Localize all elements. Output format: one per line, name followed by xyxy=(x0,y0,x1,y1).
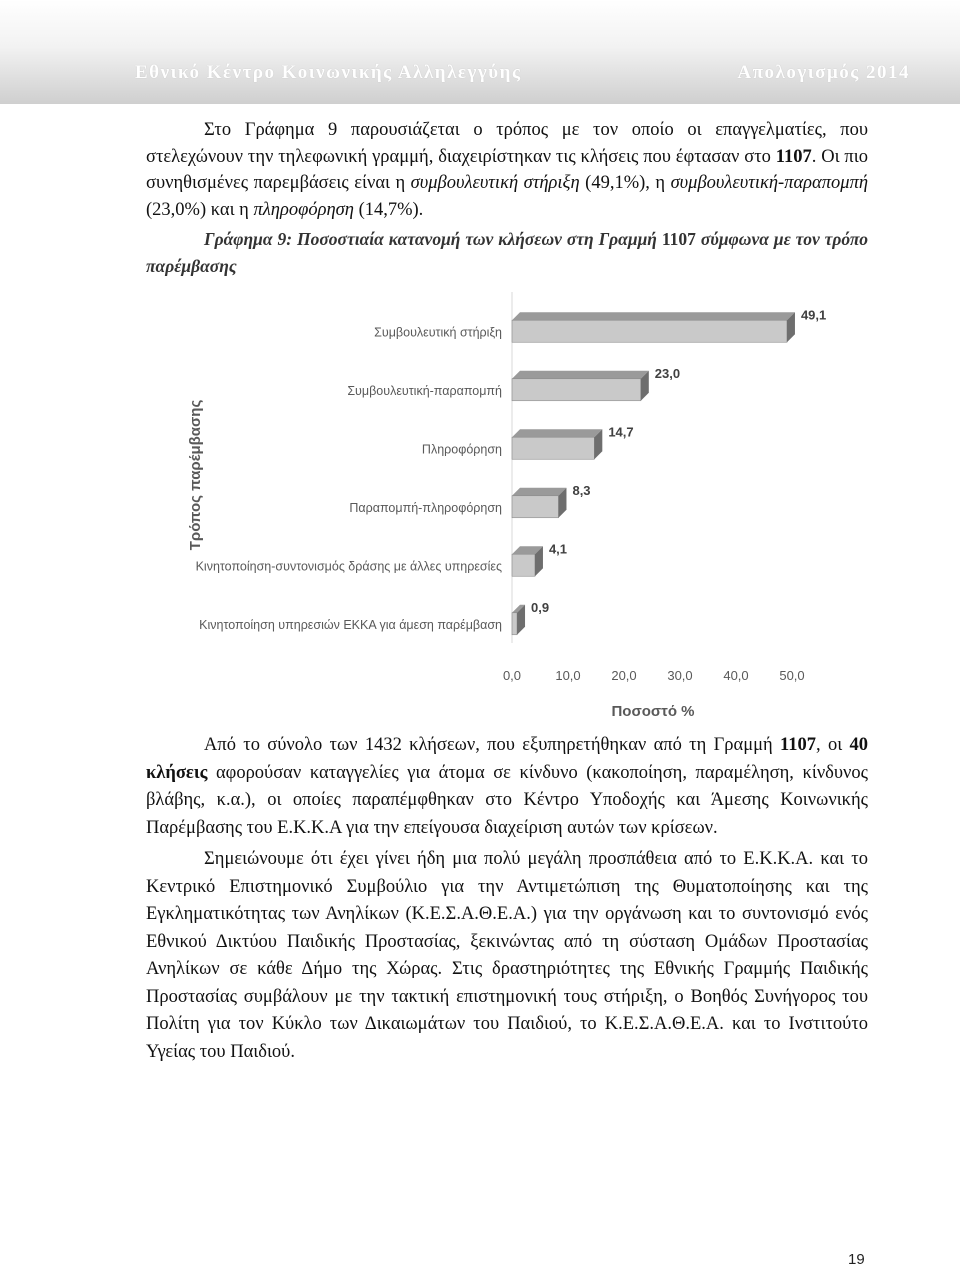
data-label: 14,7 xyxy=(608,424,634,440)
x-axis-label: Ποσοστό % xyxy=(611,703,695,720)
intro-term-1: συμβουλευτική στήριξη xyxy=(410,173,580,193)
category-label: Κινητοποίηση-συντονισμός δράσης με άλλες υπηρεσίες xyxy=(195,559,502,574)
caption-line-number: 1107 xyxy=(661,229,696,249)
x-tick-label: 30,0 xyxy=(667,668,693,683)
intro-term-2: συμβουλευτική-παραπομπή xyxy=(670,173,869,193)
calls-count: 40 κλήσεις xyxy=(146,735,868,783)
bar xyxy=(512,613,517,635)
category-label: Συμβουλευτική στήριξη xyxy=(374,325,502,340)
calls-paragraph xyxy=(146,732,868,842)
bar xyxy=(512,554,535,576)
report-title: Απολογισμός 2014 xyxy=(737,62,910,83)
bar xyxy=(512,496,558,518)
y-axis-label: Τρόπος παρέμβασης xyxy=(187,399,204,551)
intro-paragraph xyxy=(146,117,868,223)
calls-text-1: Από το σύνολο των 1432 κλήσεων, που εξυπηρετήθηκαν από τη Γραμμή xyxy=(204,735,781,755)
bar xyxy=(512,437,594,459)
intro-text-1: Στο Γράφημα 9 παρουσιάζεται ο τρόπος με τον οποίο οι επαγγελματίες, που στελεχώνουν την τηλεφωνική γραμμή, διαχειρίστηκαν τις κλήσεις που έφτασαν στο xyxy=(146,120,868,167)
calls-text-2: , οι xyxy=(816,735,850,755)
intro-text-5: (14,7%). xyxy=(353,199,424,220)
bar-top-face xyxy=(512,429,602,437)
page-header xyxy=(0,0,960,104)
data-label: 8,3 xyxy=(572,482,591,498)
caption-text-1: Γράφημα 9: Ποσοστιαία κατανομή των κλήσεων στη Γραμμή xyxy=(204,229,662,249)
x-tick-label: 40,0 xyxy=(723,668,749,683)
x-tick-label: 20,0 xyxy=(611,668,637,683)
intro-line-number: 1107 xyxy=(775,146,812,167)
organization-name: Εθνικό Κέντρο Κοινωνικής Αλληλεγγύης xyxy=(135,62,522,83)
caption-text-2: σύμφωνα με τον τρόπο παρέμβασης xyxy=(146,229,868,276)
x-tick-label: 0,0 xyxy=(502,668,522,683)
page-number: 19 xyxy=(848,1251,865,1268)
category-label: Συμβουλευτική-παραπομπή xyxy=(347,383,502,398)
category-label: Πληροφόρηση xyxy=(421,442,502,457)
chart-caption xyxy=(146,226,868,280)
category-label: Κινητοποίηση υπηρεσιών ΕΚΚΑ για άμεση παρέμβαση xyxy=(199,617,502,632)
data-label: 4,1 xyxy=(548,541,568,557)
intro-text-3: (49,1%), η xyxy=(579,173,671,193)
category-label: Παραπομπή-πληροφόρηση xyxy=(349,500,502,515)
bar-top-face xyxy=(512,371,649,379)
intro-text-4: (23,0%) και η xyxy=(146,199,254,220)
x-tick-label: 50,0 xyxy=(779,668,805,683)
intro-text-2: . Οι πιο συνηθισμένες παρεμβάσεις είναι η xyxy=(146,146,869,193)
intro-term-3: πληροφόρηση xyxy=(253,199,354,220)
bar xyxy=(512,379,641,401)
network-paragraph: Σημειώνουμε ότι έχει γίνει ήδη μια πολύ μεγάλη προσπάθεια από το Ε.Κ.Κ.Α. και το Κεντρικό Επιστημονικό Συμβούλιο για την Αντιμετώπιση της Θυματοποίησης και της Εγκληματικότητας των Ανηλίκων (Κ.Ε.Σ.Α.Θ.Ε.Α.) για την οργάνωση και το συντονισμό ενός Εθνικού Δικτύου Παιδικής Προστασίας, ξεκινώντας από τη σύσταση Ομάδων Προστασίας Ανηλίκων σε κάθε Δήμο της Χώρας. Στις δραστηριότητες της Εθνικής Γραμμής Παιδικής Προστασίας συμβάλουν με την τακτική επιστημονική τους στήριξη, ο Βοηθός Συνήγορος του Πολίτη για τον Κύκλο των Δικαιωμάτων του Παιδιού, το Κ.Ε.Σ.Α.Θ.Ε.Α. και το Ινστιτούτο Υγείας του Παιδιού. xyxy=(146,849,868,1062)
calls-text-3: αφορούσαν καταγγελίες για άτομα σε κίνδυνο (κακοποίηση, παραμέληση, κίνδυνος βλάβης, κ.α.), οι οποίες παραπέμφθηκαν στο Κέντρο Υποδοχής και Άμεσης Κοινωνικής Παρέμβασης του Ε.Κ.Κ.Α για την επείγουσα διαχείριση αυτών των κρίσεων. xyxy=(146,762,868,838)
intervention-bar-chart xyxy=(140,280,840,725)
x-tick-label: 10,0 xyxy=(555,668,581,683)
calls-line-number: 1107 xyxy=(780,735,817,755)
data-label: 23,0 xyxy=(654,365,681,381)
data-label: 49,1 xyxy=(800,307,827,323)
bar xyxy=(512,320,787,342)
data-label: 0,9 xyxy=(531,599,550,615)
bar-top-face xyxy=(512,488,566,496)
bar-top-face xyxy=(512,312,795,320)
